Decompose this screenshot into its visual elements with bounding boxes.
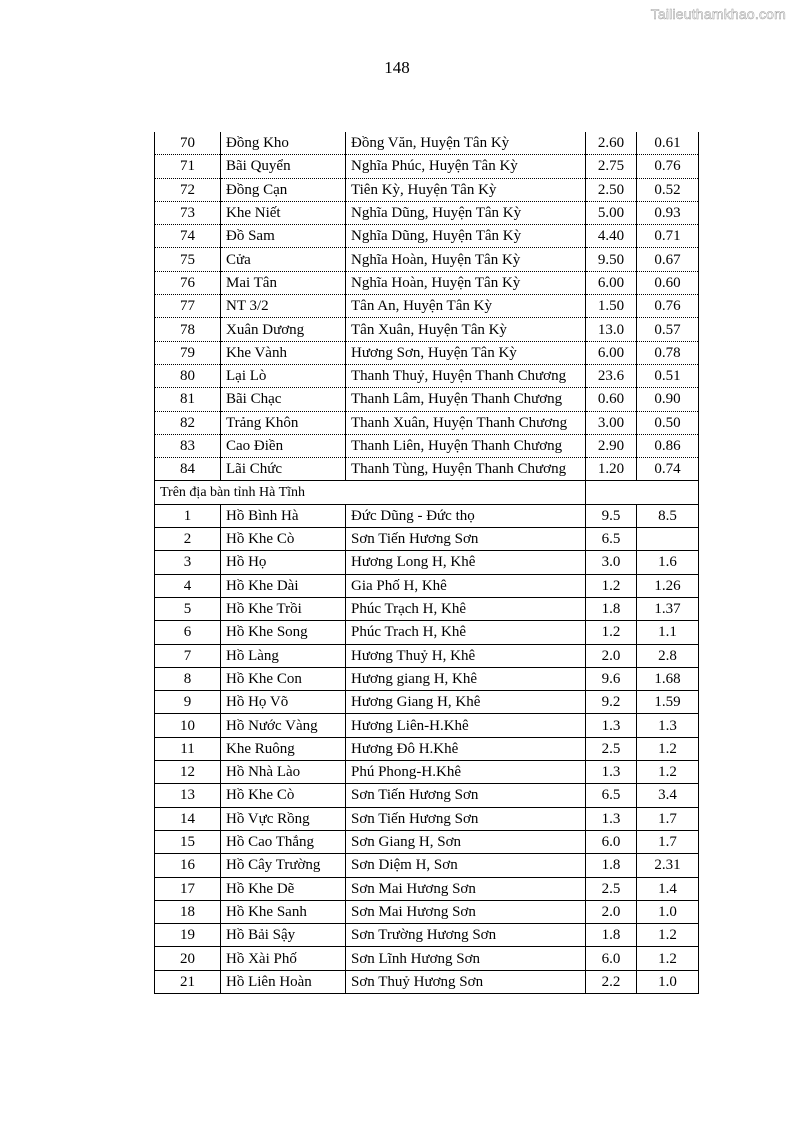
row-number: 20 — [155, 947, 221, 970]
value-1: 2.0 — [586, 900, 637, 923]
table-row — [155, 924, 699, 947]
value-2: 1.59 — [637, 691, 699, 714]
table-row — [155, 597, 699, 620]
value-1: 6.00 — [586, 341, 637, 364]
watermark-text: Tailieuthamkhao.com — [650, 6, 786, 22]
reservoir-name: Xuân Dương — [221, 318, 346, 341]
table-row — [155, 877, 699, 900]
reservoir-location: Thanh Lâm, Huyện Thanh Chương — [346, 388, 586, 411]
reservoir-name: Hồ Làng — [221, 644, 346, 667]
table-row — [155, 621, 699, 644]
value-2: 1.7 — [637, 807, 699, 830]
table-row — [155, 318, 699, 341]
value-1: 6.00 — [586, 271, 637, 294]
row-number: 73 — [155, 201, 221, 224]
row-number: 9 — [155, 691, 221, 714]
table-row — [155, 574, 699, 597]
reservoir-location: Hương giang H, Khê — [346, 667, 586, 690]
value-1: 2.2 — [586, 970, 637, 993]
value-1: 2.50 — [586, 178, 637, 201]
value-1: 1.8 — [586, 597, 637, 620]
reservoir-location: Gia Phố H, Khê — [346, 574, 586, 597]
row-number: 17 — [155, 877, 221, 900]
table-row — [155, 830, 699, 853]
table-row — [155, 178, 699, 201]
reservoir-location: Hương Sơn, Huyện Tân Kỳ — [346, 341, 586, 364]
value-2: 1.37 — [637, 597, 699, 620]
value-2: 0.57 — [637, 318, 699, 341]
reservoir-name: Hồ Xài Phố — [221, 947, 346, 970]
value-2: 0.78 — [637, 341, 699, 364]
table-row — [155, 132, 699, 155]
page-number: 148 — [384, 58, 410, 77]
reservoir-name: Hồ Vực Rồng — [221, 807, 346, 830]
value-1: 2.5 — [586, 737, 637, 760]
row-number: 83 — [155, 434, 221, 457]
table-row — [155, 667, 699, 690]
row-number: 78 — [155, 318, 221, 341]
reservoir-name: Đồng Cạn — [221, 178, 346, 201]
table-row — [155, 201, 699, 224]
value-2: 1.2 — [637, 947, 699, 970]
row-number: 10 — [155, 714, 221, 737]
reservoir-table — [154, 132, 699, 994]
value-1: 6.5 — [586, 784, 637, 807]
reservoir-name: Hồ Họ Võ — [221, 691, 346, 714]
reservoir-location: Thanh Tùng, Huyện Thanh Chương — [346, 458, 586, 481]
reservoir-name: Hồ Khe Sanh — [221, 900, 346, 923]
value-1: 6.0 — [586, 830, 637, 853]
reservoir-location: Nghĩa Hoàn, Huyện Tân Kỳ — [346, 271, 586, 294]
reservoir-location: Sơn Mai Hương Sơn — [346, 900, 586, 923]
reservoir-name: Đồ Sam — [221, 225, 346, 248]
reservoir-name: Mai Tân — [221, 271, 346, 294]
reservoir-name: Hồ Khe Song — [221, 621, 346, 644]
table-row — [155, 807, 699, 830]
value-1: 6.5 — [586, 528, 637, 551]
row-number: 1 — [155, 504, 221, 527]
row-number: 11 — [155, 737, 221, 760]
row-number: 8 — [155, 667, 221, 690]
reservoir-location: Tân Xuân, Huyện Tân Kỳ — [346, 318, 586, 341]
row-number: 18 — [155, 900, 221, 923]
table-row — [155, 784, 699, 807]
value-1: 1.3 — [586, 807, 637, 830]
value-1: 1.2 — [586, 621, 637, 644]
reservoir-table-body — [155, 132, 699, 993]
reservoir-name: Hồ Bải Sậy — [221, 924, 346, 947]
value-1: 3.00 — [586, 411, 637, 434]
reservoir-location: Sơn Trường Hương Sơn — [346, 924, 586, 947]
table-row — [155, 691, 699, 714]
reservoir-location: Sơn Tiến Hương Sơn — [346, 807, 586, 830]
table-row — [155, 714, 699, 737]
row-number: 75 — [155, 248, 221, 271]
value-2: 0.76 — [637, 155, 699, 178]
reservoir-location: Đồng Văn, Huyện Tân Kỳ — [346, 132, 586, 155]
reservoir-location: Hương Thuỷ H, Khê — [346, 644, 586, 667]
row-number: 19 — [155, 924, 221, 947]
value-2: 0.67 — [637, 248, 699, 271]
row-number: 76 — [155, 271, 221, 294]
value-1: 13.0 — [586, 318, 637, 341]
row-number: 74 — [155, 225, 221, 248]
table-row — [155, 155, 699, 178]
reservoir-location: Thanh Liên, Huyện Thanh Chương — [346, 434, 586, 457]
row-number: 77 — [155, 295, 221, 318]
value-2: 1.4 — [637, 877, 699, 900]
table-row — [155, 271, 699, 294]
row-number: 13 — [155, 784, 221, 807]
value-1: 9.50 — [586, 248, 637, 271]
reservoir-location: Phú Phong-H.Khê — [346, 761, 586, 784]
value-1: 1.20 — [586, 458, 637, 481]
reservoir-location: Hương Long H, Khê — [346, 551, 586, 574]
value-2: 1.2 — [637, 737, 699, 760]
row-number: 71 — [155, 155, 221, 178]
reservoir-name: Hồ Khe Trồi — [221, 597, 346, 620]
value-2: 1.0 — [637, 900, 699, 923]
reservoir-name: Hồ Khe Cò — [221, 528, 346, 551]
reservoir-name: Cửa — [221, 248, 346, 271]
row-number: 81 — [155, 388, 221, 411]
value-2: 2.31 — [637, 854, 699, 877]
row-number: 21 — [155, 970, 221, 993]
value-2: 1.1 — [637, 621, 699, 644]
value-2: 1.3 — [637, 714, 699, 737]
reservoir-name: Hồ Khe Dẽ — [221, 877, 346, 900]
reservoir-location: Nghĩa Phúc, Huyện Tân Kỳ — [346, 155, 586, 178]
table-row — [155, 737, 699, 760]
value-1: 2.90 — [586, 434, 637, 457]
reservoir-location: Sơn Mai Hương Sơn — [346, 877, 586, 900]
reservoir-location: Phúc Trach H, Khê — [346, 621, 586, 644]
value-1: 3.0 — [586, 551, 637, 574]
value-2: 0.93 — [637, 201, 699, 224]
table-row — [155, 644, 699, 667]
row-number: 5 — [155, 597, 221, 620]
table-row — [155, 225, 699, 248]
reservoir-name: Khe Vành — [221, 341, 346, 364]
value-1: 1.8 — [586, 924, 637, 947]
reservoir-name: Hồ Nhà Lào — [221, 761, 346, 784]
reservoir-name: Đồng Kho — [221, 132, 346, 155]
value-2: 1.2 — [637, 761, 699, 784]
value-2: 0.90 — [637, 388, 699, 411]
value-2: 1.2 — [637, 924, 699, 947]
reservoir-name: Hồ Bình Hà — [221, 504, 346, 527]
reservoir-location: Sơn Diệm H, Sơn — [346, 854, 586, 877]
row-number: 16 — [155, 854, 221, 877]
row-number: 7 — [155, 644, 221, 667]
value-2: 0.50 — [637, 411, 699, 434]
reservoir-name: Hồ Nước Vàng — [221, 714, 346, 737]
value-1: 5.00 — [586, 201, 637, 224]
reservoir-name: Hồ Cao Thắng — [221, 830, 346, 853]
section-title: Trên địa bàn tỉnh Hà Tĩnh — [155, 481, 586, 504]
table-row — [155, 528, 699, 551]
reservoir-location: Sơn Tiến Hương Sơn — [346, 784, 586, 807]
row-number: 15 — [155, 830, 221, 853]
value-2: 0.86 — [637, 434, 699, 457]
value-1: 2.5 — [586, 877, 637, 900]
section-header-row — [155, 481, 699, 504]
reservoir-name: Hồ Khe Con — [221, 667, 346, 690]
section-empty-cell — [586, 481, 699, 504]
table-row — [155, 388, 699, 411]
value-1: 4.40 — [586, 225, 637, 248]
row-number: 84 — [155, 458, 221, 481]
table-row — [155, 411, 699, 434]
row-number: 2 — [155, 528, 221, 551]
value-1: 9.2 — [586, 691, 637, 714]
reservoir-name: Hồ Họ — [221, 551, 346, 574]
reservoir-location: Sơn Thuỷ Hương Sơn — [346, 970, 586, 993]
row-number: 3 — [155, 551, 221, 574]
reservoir-name: NT 3/2 — [221, 295, 346, 318]
table-row — [155, 295, 699, 318]
table-row — [155, 970, 699, 993]
row-number: 6 — [155, 621, 221, 644]
value-1: 6.0 — [586, 947, 637, 970]
reservoir-name: Khe Niết — [221, 201, 346, 224]
reservoir-name: Bãi Quyển — [221, 155, 346, 178]
value-2: 1.68 — [637, 667, 699, 690]
reservoir-name: Hồ Cây Trường — [221, 854, 346, 877]
table-row — [155, 854, 699, 877]
table-row — [155, 458, 699, 481]
reservoir-location: Thanh Xuân, Huyện Thanh Chương — [346, 411, 586, 434]
reservoir-name: Cao Điền — [221, 434, 346, 457]
value-1: 9.6 — [586, 667, 637, 690]
reservoir-location: Tiên Kỳ, Huyện Tân Kỳ — [346, 178, 586, 201]
row-number: 79 — [155, 341, 221, 364]
reservoir-location: Hương Liên-H.Khê — [346, 714, 586, 737]
value-2: 0.51 — [637, 364, 699, 387]
value-2: 0.76 — [637, 295, 699, 318]
row-number: 4 — [155, 574, 221, 597]
value-2: 0.52 — [637, 178, 699, 201]
row-number: 80 — [155, 364, 221, 387]
value-2: 3.4 — [637, 784, 699, 807]
value-2: 2.8 — [637, 644, 699, 667]
table-row — [155, 900, 699, 923]
value-1: 1.3 — [586, 714, 637, 737]
table-row — [155, 341, 699, 364]
reservoir-location: Hương Giang H, Khê — [346, 691, 586, 714]
reservoir-location: Sơn Giang H, Sơn — [346, 830, 586, 853]
reservoir-name: Hồ Khe Cò — [221, 784, 346, 807]
reservoir-name: Trảng Khôn — [221, 411, 346, 434]
row-number: 70 — [155, 132, 221, 155]
table-row — [155, 248, 699, 271]
reservoir-location: Phúc Trạch H, Khê — [346, 597, 586, 620]
reservoir-location: Nghĩa Dũng, Huyện Tân Kỳ — [346, 201, 586, 224]
table-row — [155, 364, 699, 387]
value-2: 0.61 — [637, 132, 699, 155]
table-row — [155, 947, 699, 970]
value-2: 0.71 — [637, 225, 699, 248]
value-2: 8.5 — [637, 504, 699, 527]
reservoir-name: Lại Lò — [221, 364, 346, 387]
value-1: 1.2 — [586, 574, 637, 597]
value-2: 1.0 — [637, 970, 699, 993]
table-row — [155, 434, 699, 457]
reservoir-location: Thanh Thuỷ, Huyện Thanh Chương — [346, 364, 586, 387]
reservoir-location: Hương Đô H.Khê — [346, 737, 586, 760]
reservoir-name: Khe Ruông — [221, 737, 346, 760]
value-1: 2.60 — [586, 132, 637, 155]
reservoir-location: Nghĩa Dũng, Huyện Tân Kỳ — [346, 225, 586, 248]
value-1: 1.3 — [586, 761, 637, 784]
table-row — [155, 551, 699, 574]
value-2: 0.74 — [637, 458, 699, 481]
table-row — [155, 504, 699, 527]
value-1: 2.75 — [586, 155, 637, 178]
reservoir-location: Đức Dũng - Đức thọ — [346, 504, 586, 527]
reservoir-name: Hồ Liên Hoàn — [221, 970, 346, 993]
reservoir-location: Sơn Tiến Hương Sơn — [346, 528, 586, 551]
value-2: 1.6 — [637, 551, 699, 574]
value-1: 23.6 — [586, 364, 637, 387]
value-2: 1.26 — [637, 574, 699, 597]
row-number: 14 — [155, 807, 221, 830]
reservoir-location: Sơn Lĩnh Hương Sơn — [346, 947, 586, 970]
row-number: 82 — [155, 411, 221, 434]
value-2: 1.7 — [637, 830, 699, 853]
value-1: 0.60 — [586, 388, 637, 411]
value-2 — [637, 528, 699, 551]
reservoir-location: Tân An, Huyện Tân Kỳ — [346, 295, 586, 318]
reservoir-name: Bãi Chạc — [221, 388, 346, 411]
row-number: 12 — [155, 761, 221, 784]
value-1: 1.50 — [586, 295, 637, 318]
table-row — [155, 761, 699, 784]
value-1: 2.0 — [586, 644, 637, 667]
reservoir-name: Hồ Khe Dài — [221, 574, 346, 597]
row-number: 72 — [155, 178, 221, 201]
value-1: 9.5 — [586, 504, 637, 527]
value-2: 0.60 — [637, 271, 699, 294]
reservoir-name: Lãi Chức — [221, 458, 346, 481]
reservoir-location: Nghĩa Hoàn, Huyện Tân Kỳ — [346, 248, 586, 271]
value-1: 1.8 — [586, 854, 637, 877]
